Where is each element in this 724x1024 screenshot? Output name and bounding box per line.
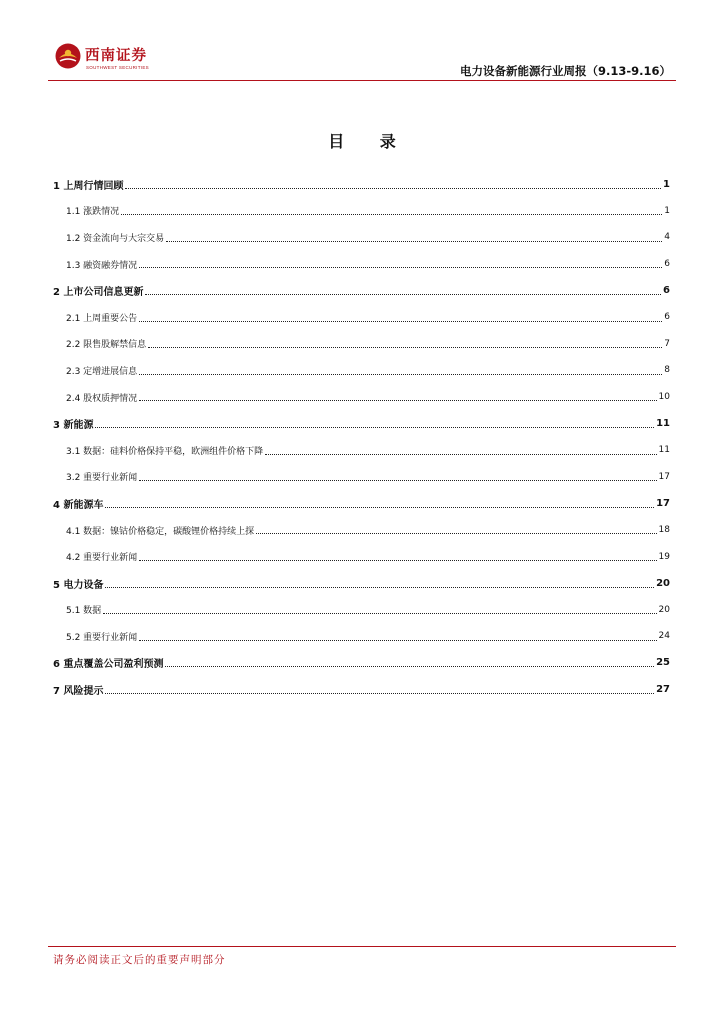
dot-leader xyxy=(121,213,662,215)
toc-page-number: 4 xyxy=(664,232,670,243)
dot-leader xyxy=(95,426,654,428)
report-title: 电力设备新能源行业周报（9.13-9.16） xyxy=(459,64,671,78)
toc-page-number: 11 xyxy=(658,445,670,456)
dot-leader xyxy=(139,320,662,322)
dot-leader xyxy=(125,187,661,189)
toc-page-number: 19 xyxy=(658,551,670,562)
toc-subsection[interactable] xyxy=(53,251,670,278)
toc-entry-title: 2.2 限售股解禁信息 xyxy=(66,340,147,351)
table-of-contents xyxy=(53,171,670,703)
dot-leader xyxy=(139,399,656,401)
toc-page-number: 1 xyxy=(664,205,670,216)
footer-divider xyxy=(48,946,676,947)
toc-entry-title: 1.2 资金流向与大宗交易 xyxy=(66,233,165,244)
dot-leader xyxy=(139,559,656,561)
dot-leader xyxy=(148,346,662,348)
toc-entry-title: 2.3 定增进展信息 xyxy=(66,366,138,377)
toc-subsection[interactable] xyxy=(53,543,670,570)
toc-entry-title: 4.2 重要行业新闻 xyxy=(66,553,138,564)
toc-entry-title: 6 重点覆盖公司盈利预测 xyxy=(53,659,164,671)
toc-section[interactable] xyxy=(53,570,670,597)
header-divider xyxy=(48,80,676,81)
toc-page-number: 18 xyxy=(658,525,670,536)
toc-entry-title: 2 上市公司信息更新 xyxy=(53,287,144,299)
toc-page-number: 20 xyxy=(658,604,670,615)
toc-entry-title: 1.3 融资融券情况 xyxy=(66,260,138,271)
toc-subsection[interactable] xyxy=(53,384,670,411)
toc-entry-title: 2.1 上周重要公告 xyxy=(66,313,138,324)
toc-entry-title: 4.1 数据：镍钴价格稳定，碳酸锂价格持续上探 xyxy=(66,526,255,537)
toc-page-number: 17 xyxy=(656,497,670,509)
toc-section[interactable] xyxy=(53,277,670,304)
footer-disclaimer: 请务必阅读正文后的重要声明部分 xyxy=(53,954,226,966)
company-logo xyxy=(55,43,155,77)
toc-subsection[interactable] xyxy=(53,437,670,464)
toc-entry-title: 1 上周行情回顾 xyxy=(53,180,124,192)
toc-page-number: 24 xyxy=(658,631,670,642)
dot-leader xyxy=(265,453,656,455)
toc-page-number: 17 xyxy=(658,471,670,482)
toc-subsection[interactable] xyxy=(53,597,670,624)
toc-subsection[interactable] xyxy=(53,224,670,251)
toc-section[interactable] xyxy=(53,410,670,437)
dot-leader xyxy=(165,665,654,667)
dot-leader xyxy=(139,266,662,268)
toc-page-number: 7 xyxy=(664,338,670,349)
toc-page-number: 6 xyxy=(663,285,670,297)
toc-entry-title: 5.1 数据 xyxy=(66,606,102,617)
toc-page-number: 1 xyxy=(663,178,670,190)
dot-leader xyxy=(103,612,656,614)
toc-entry-title: 3.2 重要行业新闻 xyxy=(66,473,138,484)
toc-subsection[interactable] xyxy=(53,464,670,491)
toc-page-number: 8 xyxy=(664,365,670,376)
dot-leader xyxy=(139,639,656,641)
toc-heading: 目 录 xyxy=(328,132,411,151)
logo-english-name: SOUTHWEST SECURITIES xyxy=(86,65,149,70)
toc-page-number: 10 xyxy=(658,392,670,403)
toc-section[interactable] xyxy=(53,171,670,198)
dot-leader xyxy=(139,479,656,481)
toc-page-number: 27 xyxy=(656,684,670,696)
toc-entry-title: 5 电力设备 xyxy=(53,579,104,591)
dot-leader xyxy=(145,293,661,295)
dot-leader xyxy=(105,692,654,694)
toc-subsection[interactable] xyxy=(53,304,670,331)
toc-entry-title: 1.1 涨跌情况 xyxy=(66,207,120,218)
toc-entry-title: 2.4 股权质押情况 xyxy=(66,393,138,404)
dot-leader xyxy=(166,240,662,242)
dot-leader xyxy=(105,506,654,508)
dot-leader xyxy=(139,373,662,375)
toc-entry-title: 3 新能源 xyxy=(53,420,94,432)
toc-subsection[interactable] xyxy=(53,357,670,384)
toc-section[interactable] xyxy=(53,490,670,517)
toc-section[interactable] xyxy=(53,676,670,703)
toc-subsection[interactable] xyxy=(53,331,670,358)
southwest-securities-logo-icon xyxy=(55,43,81,69)
toc-page-number: 6 xyxy=(664,259,670,270)
toc-subsection[interactable] xyxy=(53,517,670,544)
logo-chinese-name: 西南证券 xyxy=(85,47,147,64)
toc-page-number: 11 xyxy=(656,418,670,430)
toc-subsection[interactable] xyxy=(53,198,670,225)
toc-subsection[interactable] xyxy=(53,623,670,650)
dot-leader xyxy=(105,586,654,588)
toc-entry-title: 4 新能源车 xyxy=(53,499,104,511)
toc-entry-title: 7 风险提示 xyxy=(53,686,104,698)
dot-leader xyxy=(256,532,656,534)
toc-page-number: 25 xyxy=(656,657,670,669)
toc-entry-title: 5.2 重要行业新闻 xyxy=(66,632,138,643)
toc-page-number: 20 xyxy=(656,577,670,589)
toc-entry-title: 3.1 数据：硅料价格保持平稳，欧洲组件价格下降 xyxy=(66,446,264,457)
toc-page-number: 6 xyxy=(664,312,670,323)
toc-section[interactable] xyxy=(53,650,670,677)
